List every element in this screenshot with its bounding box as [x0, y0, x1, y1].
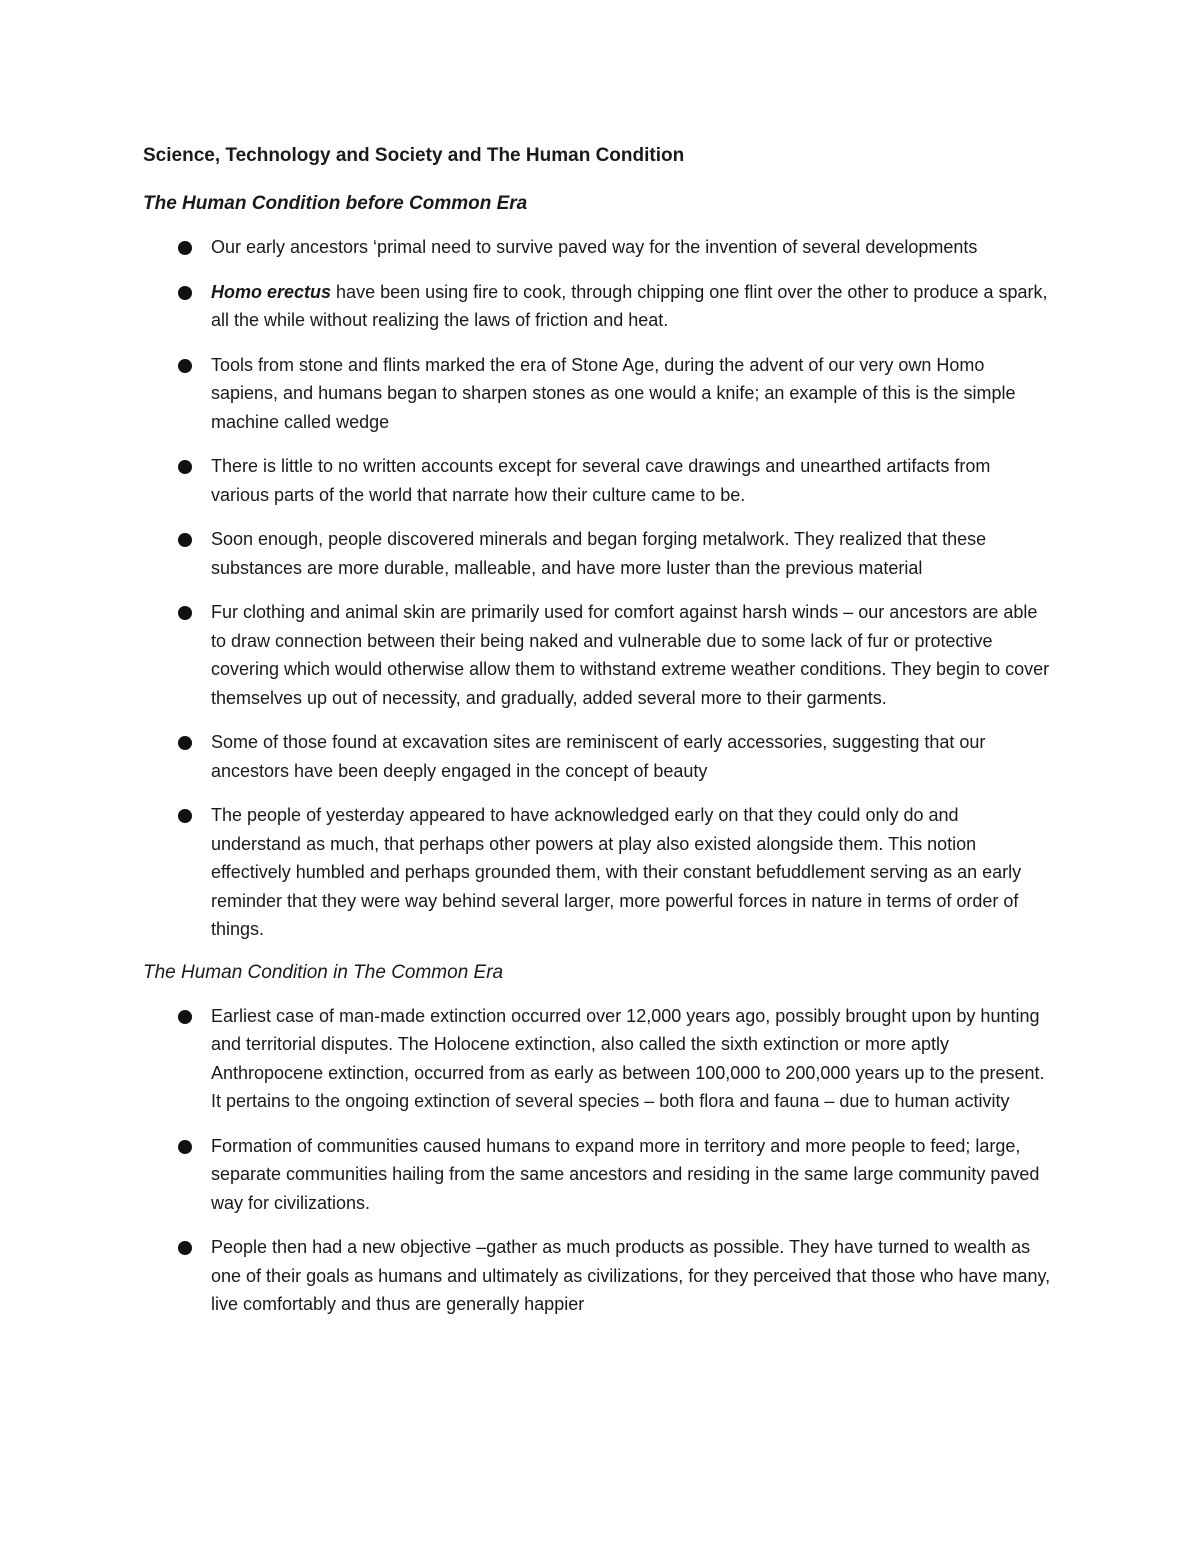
list-item [143, 598, 1060, 712]
list-item-text: have been using fire to cook, through chipping one flint over the other to produce a spark, all the while without realizing the laws of friction and heat. [211, 281, 1048, 330]
bullet-icon [178, 809, 192, 823]
list-item-text: Earliest case of man-made extinction occurred over 12,000 years ago, possibly brought upon by hunting and territorial disputes. The Holocene extinction, also called the sixth extinction or more aptly Anthropocene extinction, occurred from as early as between 100,000 to 200,000 years up to the present. It pertains to the ongoing extinction of several species – both flora and fauna – due to human activity [211, 1005, 1045, 1111]
species-term: Homo erectus [211, 281, 332, 302]
list-item-text: Tools from stone and flints marked the era of Stone Age, during the advent of our very own Homo sapiens, and humans began to sharpen stones as one would a knife; an example of this is the simple machine called wedge [211, 354, 1016, 432]
bullet-icon [178, 359, 192, 373]
list-item-text: People then had a new objective –gather as much products as possible. They have turned to wealth as one of their goals as humans and ultimately as civilizations, for they perceived that those who have many, live comfortably and thus are generally happier [211, 1237, 1051, 1314]
section-heading-before-common-era: The Human Condition before Common Era [143, 193, 528, 214]
list-item-text: Fur clothing and animal skin are primarily used for comfort against harsh winds – our ancestors are able to draw connection between their being naked and vulnerable due to some lack of fur or protective covering which would otherwise allow them to withstand extreme weather conditions. They begin to cover themselves up out of necessity, and gradually, added several more to their garments. [211, 602, 1050, 708]
bullet-icon [178, 533, 192, 547]
bullet-icon [178, 606, 192, 620]
list-item [143, 233, 1060, 262]
bullet-icon [178, 736, 192, 750]
list-item-text: There is little to no written accounts except for several cave drawings and unearthed artifacts from various parts of the world that narrate how their culture came to be. [211, 456, 991, 505]
bullet-icon [178, 286, 192, 300]
bullet-icon [178, 460, 192, 474]
list-item [143, 525, 1060, 582]
list-item [143, 1002, 1060, 1116]
list-item [143, 801, 1060, 944]
list-item-text: Formation of communities caused humans to expand more in territory and more people to feed; large, separate communities hailing from the same ancestors and residing in the same large community paved way for civilizations. [211, 1135, 1040, 1213]
list-item-text: Our early ancestors ‘primal need to survive paved way for the invention of several developments [211, 237, 978, 257]
bullet-icon [178, 241, 192, 255]
bullet-icon [178, 1241, 192, 1255]
bullet-list-common-era [143, 1002, 1060, 1319]
list-item [143, 278, 1060, 335]
list-item-text: The people of yesterday appeared to have acknowledged early on that they could only do and understand as much, that perhaps other powers at play also existed alongside them. This notion effectively humbled and perhaps grounded them, with their constant befuddlement serving as an early reminder that they were way behind several larger, more powerful forces in nature in terms of order of things. [211, 805, 1022, 939]
list-item [143, 1132, 1060, 1218]
list-item [143, 351, 1060, 437]
bullet-list-before-common-era [143, 233, 1060, 944]
list-item-text: Soon enough, people discovered minerals and began forging metalwork. They realized that these substances are more durable, malleable, and have more luster than the previous material [211, 529, 987, 578]
document-title: Science, Technology and Society and The Human Condition [143, 145, 685, 166]
bullet-icon [178, 1010, 192, 1024]
bullet-icon [178, 1140, 192, 1154]
list-item [143, 452, 1060, 509]
list-item [143, 1233, 1060, 1319]
list-item [143, 728, 1060, 785]
list-item-text: Some of those found at excavation sites are reminiscent of early accessories, suggesting that our ancestors have been deeply engaged in the concept of beauty [211, 732, 986, 781]
section-heading-common-era: The Human Condition in The Common Era [143, 961, 504, 983]
